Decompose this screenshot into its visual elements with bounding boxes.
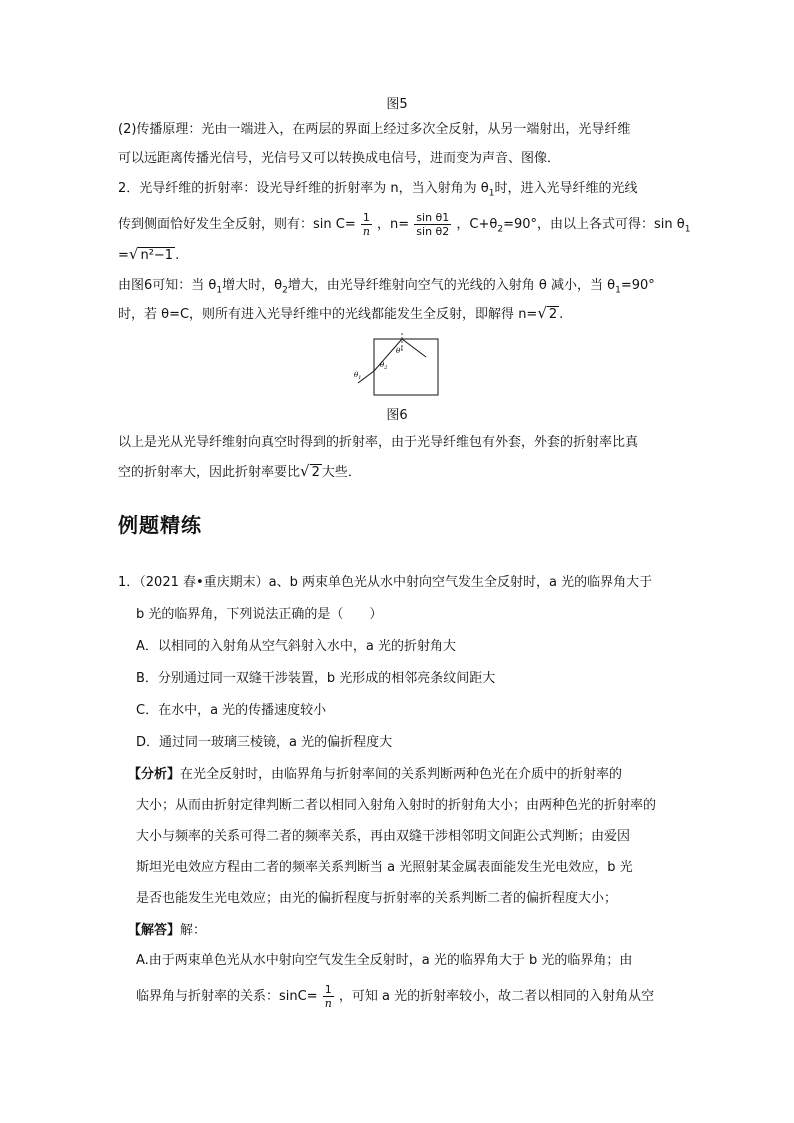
analysis-line: 斯坦光电效应方程由二者的频率关系判断当 a 光照射某金属表面能发生光电效应，b 光	[136, 860, 633, 875]
paragraph-line: 由图6可知：当 $\theta_1$增大时，$\theta_2$增大，由光导纤维射向空气的光线的入射角 θ 减小，当 $\theta_1=90^\circ$	[118, 278, 655, 296]
reflected-ray	[402, 339, 426, 357]
option-d: D．通过同一玻璃三棱镜，a 光的偏折程度大	[136, 735, 393, 750]
paragraph-line: 时，若 θ=C，则所有进入光导纤维中的光线都能发生全反射，即解得 n=√ 2 .	[118, 304, 564, 322]
option-b: B．分别通过同一双缝干涉装置，b 光形成的相邻亮条纹间距大	[136, 671, 496, 686]
analysis-line: 大小；从而由折射定律判断二者以相同入射角入射时的折射角大小；由两种色光的折射率的	[136, 798, 657, 813]
paragraph-line: 空的折射率大，因此折射率要比√ 2 大些．	[118, 462, 361, 480]
figure-6-caption: 图6	[386, 408, 408, 423]
option-a: A．以相同的入射角从空气斜射入水中，a 光的折射角大	[136, 639, 456, 654]
fraction: $\frac{\text{sin θ1}}{\text{sin θ2}}$	[416, 211, 450, 238]
figure-6-diagram	[348, 333, 444, 399]
answer-line: A.由于两束单色光从水中射向空气发生全反射时，a 光的临界角大于 b 光的临界角；由	[136, 953, 633, 968]
formula-line: 传到侧面恰好发生全反射，则有：sin C= $\frac{1}{n}$ ，n= $\frac{\text{sin θ1}}{\text{sin θ2}}$ ，$C+\theta_2=90^\circ$，由以上各式可得：$\sin \theta_1$	[118, 211, 691, 238]
answer-tag: 【解答】	[128, 923, 181, 938]
answer-line: 【解答】解：	[128, 923, 207, 938]
theta2-label: $\theta_2$	[380, 361, 388, 371]
section-heading: 例题精练	[118, 513, 202, 537]
paragraph-line: 可以远距离传播光信号，光信号又可以转换成电信号，进而变为声音、图像．	[118, 151, 561, 166]
paragraph-line: 2．光导纤维的折射率：设光导纤维的折射率为 n，当入射角为 $\theta_1$时，进入光导纤维的光线	[118, 181, 638, 199]
paragraph-line: (2)传播原理：光由一端进入，在两层的界面上经过多次全反射，从另一端射出，光导纤维	[118, 122, 631, 137]
answer-line: 临界角与折射率的关系：sinC= $\frac{1}{n}$ ，可知 a 光的折射率较小，故二者以相同的入射角从空	[136, 983, 655, 1010]
fraction: $\frac{1}{n}$	[362, 211, 370, 238]
analysis-line: 大小与频率的关系可得二者的频率关系，再由双缝干涉相邻明文间距公式判断；由爱因	[136, 829, 631, 844]
analysis-line: 是否也能发生光电效应；由光的偏折程度与折射率的关系判断二者的偏折程度大小；	[136, 891, 618, 906]
paragraph-line: 以上是光从光导纤维射向真空时得到的折射率，由于光导纤维包有外套，外套的折射率比真	[118, 435, 639, 450]
theta1-label: $\theta_1$	[354, 371, 362, 381]
figure-5-caption: 图5	[386, 97, 408, 112]
refracted-ray	[374, 339, 402, 371]
analysis-line: 【分析】在光全反射时，由临界角与折射率间的关系判断两种色光在介质中的折射率的	[128, 767, 623, 782]
analysis-tag: 【分析】	[128, 767, 181, 782]
formula-line: =√ n²−1 .	[118, 245, 180, 263]
question-line: b 光的临界角，下列说法正确的是（ ）	[136, 607, 383, 622]
theta-label: $\theta^1$	[396, 346, 404, 355]
question-line: 1．（2021 春•重庆期末）a、b 两束单色光从水中射向空气发生全反射时，a 光的临界角大于	[118, 575, 653, 590]
fraction: $\frac{1}{n}$	[324, 983, 332, 1010]
option-c: C．在水中，a 光的传播速度较小	[136, 703, 327, 718]
